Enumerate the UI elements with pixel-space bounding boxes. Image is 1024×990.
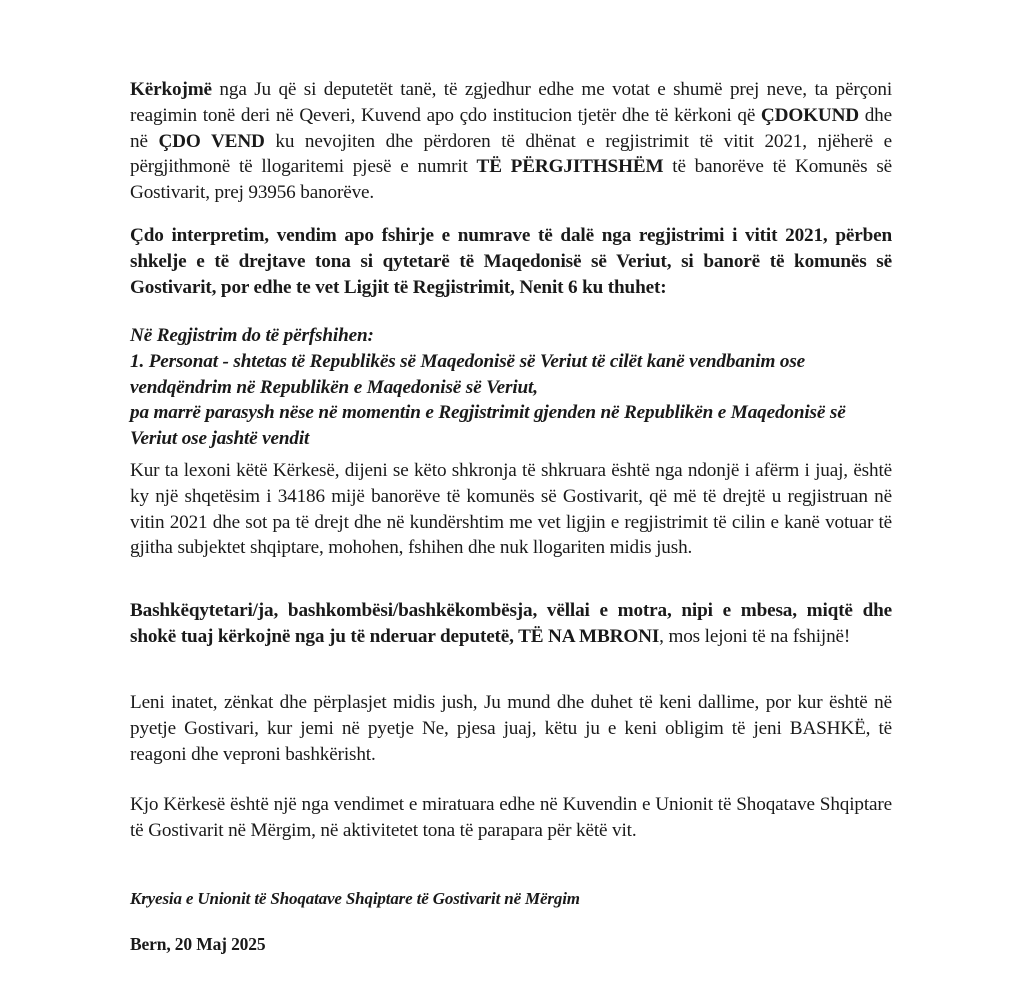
paragraph-decision: Kjo Kërkesë është një nga vendimet e miratuara edhe në Kuvendin e Unionit të Shoqatave Shqiptare të Gostivarit në Mërgim, në aktivitetet tona të parapara për këtë vit. — [130, 794, 892, 841]
law-quote-block — [130, 323, 892, 452]
paragraph-text: nga Ju që si deputetët tanë, të zgjedhur edhe me votat e shumë prej neve, ta përçoni reagimin tonë deri në Qeveri, Kuvend apo çdo institucion tjetër dhe të kërkoni që — [130, 79, 892, 126]
paragraph-request — [130, 77, 892, 206]
quote-heading: Në Regjistrim do të përfshihen: — [130, 325, 374, 346]
lead-bold-word: Kërkojmë — [130, 79, 212, 100]
paragraph-text: dhe në — [130, 104, 892, 152]
emphasis-every-place: ÇDO VEND — [158, 130, 265, 152]
quote-item-1: 1. Personat - shtetas të Republikës së Maqedonisë së Veriut të cilët kanë vendbanim ose vendqëndrim në Republikën e Maqedonisë së Veriut, — [130, 350, 806, 398]
emphasis-everywhere: ÇDOKUND — [760, 104, 860, 126]
emphasis-total: TË PËRGJITHSHËM — [476, 156, 664, 178]
appeal-bold-text: Bashkëqytetari/ja, bashkombësi/bashkëkombësja, vëllai e motra, nipi e mbesa, miqtë dhe shokë tuaj kërkojnë nga ju të nderuar deputetë, TË NA MBRONI — [130, 600, 892, 647]
paragraph-concern: Kur ta lexoni këtë Kërkesë, dijeni se këto shkronja të shkruara është nga ndonjë i afërm i juaj, është ky një shqetësim i 34186 mijë banorëve të komunës së Gostivarit, që më të drejtë u regjistruan në vitin 2021 dhe sot pa të drejt dhe në kundërshtim me vet ligjin e regjistrimit të cilin e kanë votuar të gjitha subjektet shqiptare, mohohen, fshihen dhe nuk llogariten midis jush. — [130, 460, 892, 559]
paragraph-appeal — [130, 598, 892, 650]
paragraph-violation: Çdo interpretim, vendim apo fshirje e numrave të dalë nga regjistrimi i vitit 2021, përben shkelje e të drejtave tona si qytetarë të Maqedonisë së Veriut, si banorë të komunës së Gostivarit, por edhe te vet Ligjit të Regjistrimit, Nenit 6 ku thuhet: — [130, 225, 892, 298]
signature: Kryesia e Unionit të Shoqatave Shqiptare të Gostivarit në Mërgim — [130, 889, 580, 908]
place-date: Bern, 20 Maj 2025 — [130, 934, 266, 954]
paragraph-unity: Leni inatet, zënkat dhe përplasjet midis jush, Ju mund dhe duhet të keni dallime, por kur është në pyetje Gostivari, kur jemi në pyetje Ne, pjesa juaj, këtu ju e keni obligim të jeni BASHKË, të reagoni dhe veproni bashkërisht. — [130, 692, 892, 765]
paragraph-text: ku nevojiten dhe përdoren të dhënat e regjistrimit të vitit 2021, njëherë e përgjithmonë të llogaritemi pjesë e numrit — [130, 130, 892, 178]
paragraph-text: të banorëve të Komunës së Gostivarit, prej 93956 banorëve. — [130, 156, 893, 204]
appeal-normal-text: , mos lejoni të na fshijnë! — [659, 625, 851, 647]
quote-item-1-continuation: pa marrë parasysh nëse në momentin e Regjistrimit gjenden në Republikën e Maqedonisë së Veriut ose jashtë vendit — [130, 402, 846, 450]
